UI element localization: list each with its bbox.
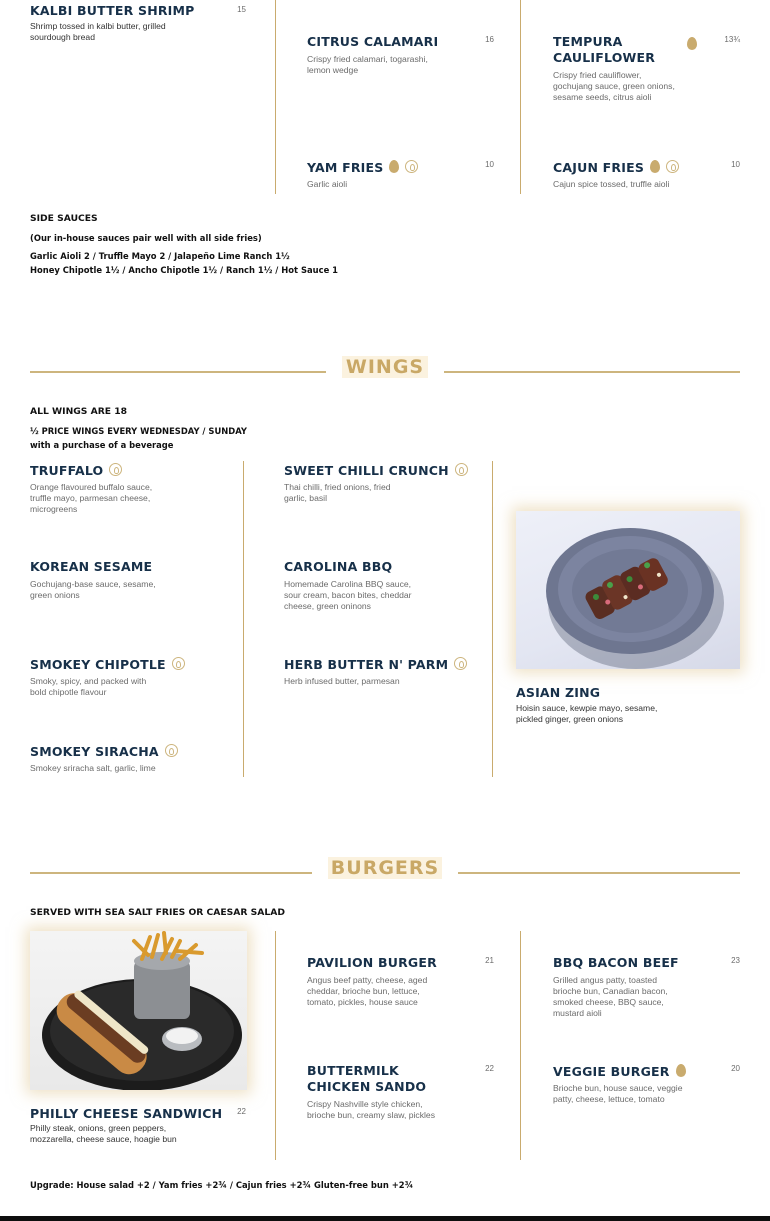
chili-circle-icon [109, 463, 122, 476]
item-name-tempura-cauliflower: TEMPURA CAULIFLOWER [553, 34, 656, 65]
leaf-icon [389, 160, 399, 173]
chili-circle-icon [455, 463, 468, 476]
column-divider [520, 0, 521, 194]
burger-desc: Crispy Nashville style chicken, brioche bun, creamy slaw, pickles [307, 1099, 436, 1120]
burger-desc: Grilled angus patty, toasted brioche bun, Canadian bacon, smoked cheese, BBQ sauce, mustard aioli [553, 975, 668, 1018]
wing-name: SMOKEY CHIPOTLE [30, 657, 166, 672]
wing-name: SWEET CHILLI CRUNCH [284, 463, 449, 478]
wing-name: TRUFFALO [30, 463, 104, 478]
item-desc-cauliflower: Crispy fried cauliflower, gochujang sauce, green onions, sesame seeds, citrus aioli [553, 70, 675, 102]
wing-name: SMOKEY SIRACHA [30, 744, 159, 759]
asian-zing-wings-photo [516, 511, 740, 669]
section-title-burgers: BURGERS [328, 857, 442, 879]
wing-item-title [30, 462, 122, 480]
wings-promo-note: with a purchase of a beverage [30, 440, 174, 450]
item-desc-calamari: Crispy fried calamari, togarashi, lemon wedge [307, 54, 428, 75]
wing-item-title [30, 656, 185, 674]
wing-item-title [284, 462, 468, 480]
wing-name: CAROLINA BBQ [284, 559, 393, 574]
burger-name: PAVILION BURGER [307, 955, 437, 970]
item-price-cajun: 10 [731, 160, 740, 169]
wing-desc: Homemade Carolina BBQ sauce, sour cream, bacon bites, cheddar cheese, green oninons [284, 579, 412, 611]
wing-desc: Thai chilli, fried onions, fried garlic, basil [284, 482, 391, 503]
item-desc-cajun: Cajun spice tossed, truffle aioli [553, 179, 670, 189]
wing-desc: Orange flavoured buffalo sauce, truffle mayo, parmesan cheese, microgreens [30, 482, 153, 514]
section-rule [30, 371, 326, 373]
burger-desc: Angus beef patty, cheese, aged cheddar, brioche bun, lettuce, tomato, pickles, house sauce [307, 975, 428, 1007]
item-price-kalbi: 15 [237, 5, 246, 14]
column-divider [275, 0, 276, 194]
wing-name: HERB BUTTER N' PARM [284, 657, 449, 672]
item-name-citrus-calamari: CITRUS CALAMARI [307, 34, 439, 49]
page-bottom-bar [0, 1216, 770, 1221]
wing-name: ASIAN ZING [516, 685, 601, 700]
chili-circle-icon [405, 160, 418, 173]
burger-price: 22 [485, 1064, 494, 1073]
column-divider [492, 461, 493, 777]
burger-name: BUTTERMILK CHICKEN SANDO [307, 1063, 427, 1094]
wings-promo-note: ½ PRICE WINGS EVERY WEDNESDAY / SUNDAY [30, 426, 247, 436]
burger-name: VEGGIE BURGER [553, 1064, 670, 1079]
item-name-kalbi-butter-shrimp: KALBI BUTTER SHRIMP [30, 3, 195, 18]
item-price-cauliflower: 13¾ [724, 35, 740, 44]
leaf-icon [687, 37, 697, 50]
burger-name: BBQ BACON BEEF [553, 955, 679, 970]
burger-item-title [553, 1063, 686, 1081]
side-sauces-title: SIDE SAUCES [30, 213, 98, 224]
wing-name: KOREAN SESAME [30, 559, 153, 574]
wing-desc: Herb infused butter, parmesan [284, 676, 400, 686]
item-name-cajun-fries: CAJUN FRIES [553, 160, 645, 175]
chili-circle-icon [172, 657, 185, 670]
sandwich-plate-illustration [30, 931, 247, 1090]
wing-item-title [284, 656, 467, 674]
side-sauces-line: Honey Chipotle 1½ / Ancho Chipotle 1½ / Ranch 1½ / Hot Sauce 1 [30, 265, 338, 275]
wing-desc: Smokey sriracha salt, garlic, lime [30, 763, 156, 773]
side-sauces-subtitle: (Our in-house sauces pair well with all side fries) [30, 233, 262, 243]
burger-price: 20 [731, 1064, 740, 1073]
burger-price: 22 [237, 1107, 246, 1116]
leaf-icon [650, 160, 660, 173]
section-rule [458, 872, 740, 874]
side-sauces-line: Garlic Aioli 2 / Truffle Mayo 2 / Jalapeño Lime Ranch 1½ [30, 251, 290, 261]
burger-name: PHILLY CHEESE SANDWICH [30, 1106, 223, 1121]
burger-price: 21 [485, 956, 494, 965]
column-divider [275, 931, 276, 1160]
section-rule [30, 872, 312, 874]
burgers-serving-note: SERVED WITH SEA SALT FRIES OR CAESAR SALAD [30, 907, 286, 918]
chili-circle-icon [454, 657, 467, 670]
burger-desc: Philly steak, onions, green peppers, mozzarella, cheese sauce, hoagie bun [30, 1123, 177, 1144]
item-price-yam: 10 [485, 160, 494, 169]
section-rule [444, 371, 740, 373]
item-title-cajun-fries [553, 159, 679, 177]
chili-circle-icon [165, 744, 178, 757]
item-desc-kalbi: Shrimp tossed in kalbi butter, grilled sourdough bread [30, 21, 166, 42]
wing-desc: Smoky, spicy, and packed with bold chipotle flavour [30, 676, 147, 697]
column-divider [243, 461, 244, 777]
wing-desc: Hoisin sauce, kewpie mayo, sesame, pickled ginger, green onions [516, 703, 658, 724]
item-name-yam-fries: YAM FRIES [307, 160, 384, 175]
burger-upgrade-note: Upgrade: House salad +2 / Yam fries +2¾ / Cajun fries +2¾ Gluten-free bun +2¾ [30, 1180, 414, 1190]
wing-item-title [30, 743, 178, 761]
leaf-icon [676, 1064, 686, 1077]
wings-price-note: ALL WINGS ARE 18 [30, 406, 128, 417]
item-title-yam-fries [307, 159, 418, 177]
burger-desc: Brioche bun, house sauce, veggie patty, cheese, lettuce, tomato [553, 1083, 683, 1104]
column-divider [520, 931, 521, 1160]
philly-cheese-sandwich-photo [30, 931, 247, 1090]
burger-price: 23 [731, 956, 740, 965]
chili-circle-icon [666, 160, 679, 173]
section-title-wings: WINGS [342, 356, 428, 378]
item-price-calamari: 16 [485, 35, 494, 44]
wings-plate-illustration [516, 511, 740, 669]
wing-desc: Gochujang-base sauce, sesame, green onions [30, 579, 156, 600]
item-desc-yam: Garlic aioli [307, 179, 348, 189]
